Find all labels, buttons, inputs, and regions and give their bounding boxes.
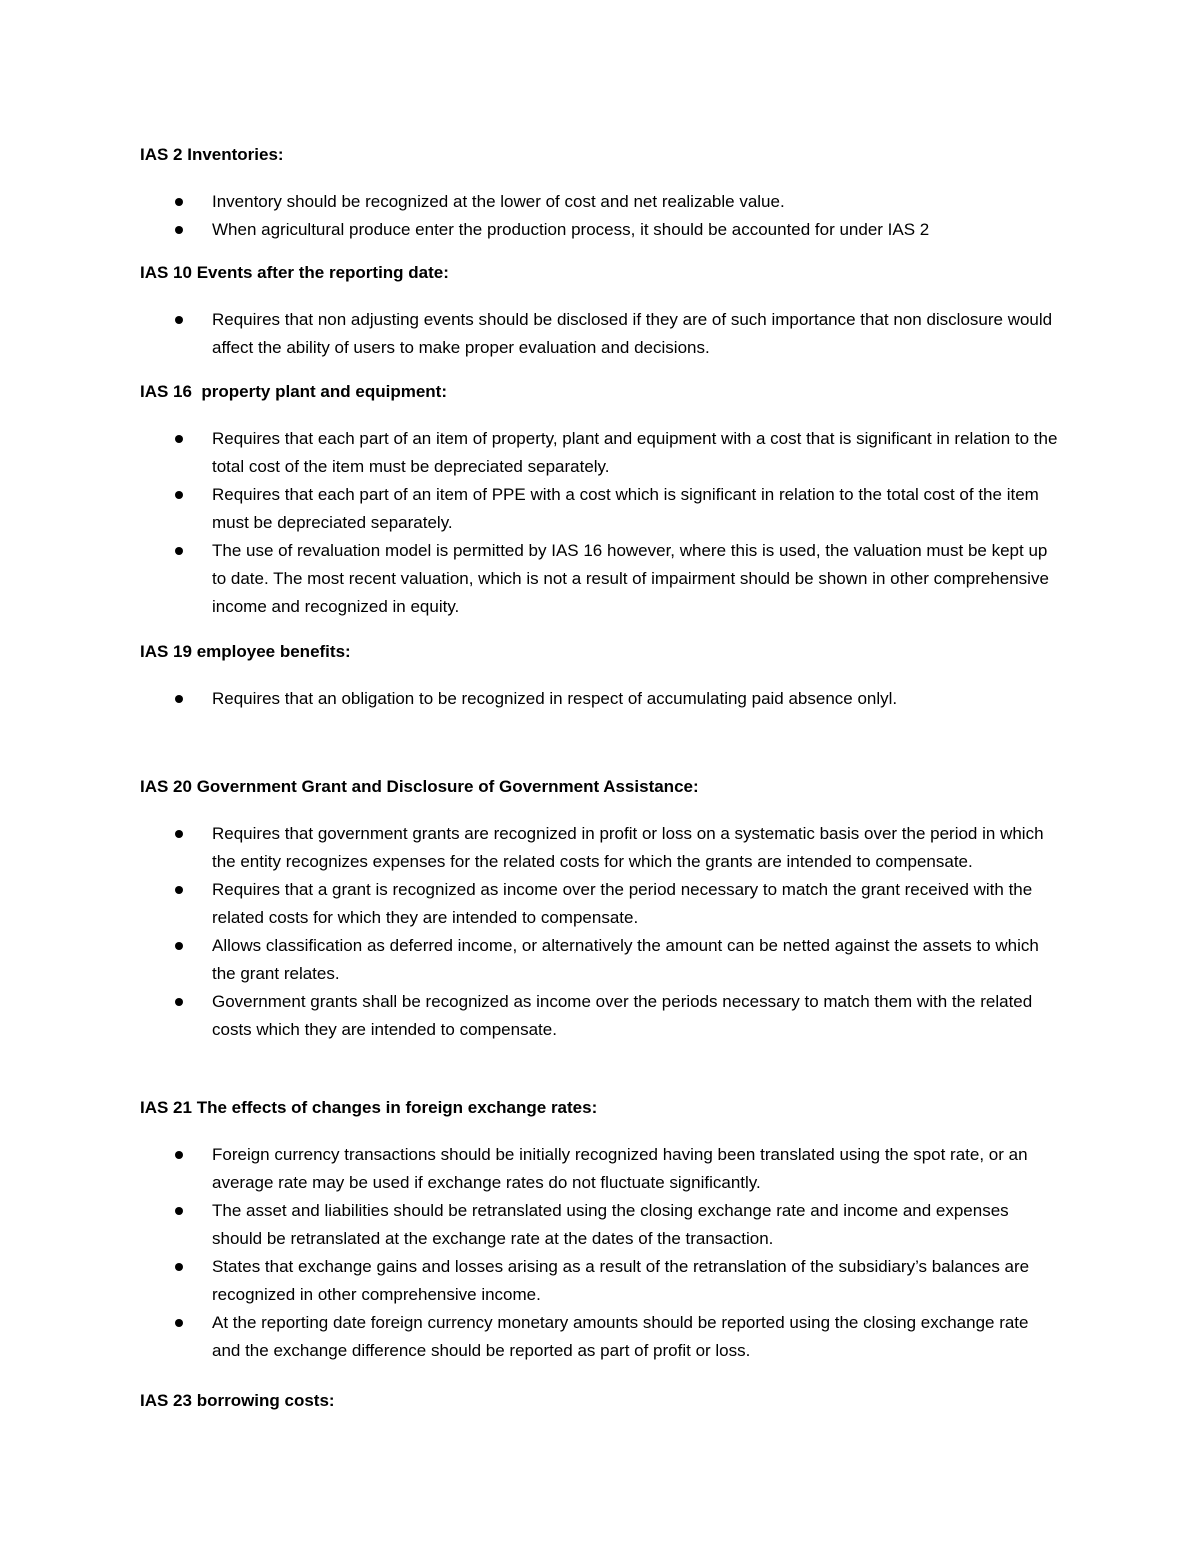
list-item bbox=[140, 820, 1060, 876]
bullet-list bbox=[140, 306, 1060, 362]
bullet-icon bbox=[175, 316, 183, 324]
section-heading: IAS 19 employee benefits: bbox=[140, 642, 351, 661]
list-item-text: Requires that an obligation to be recognized in respect of accumulating paid absence onlyl. bbox=[212, 689, 898, 708]
list-item bbox=[140, 306, 1060, 362]
list-item bbox=[140, 1253, 1060, 1309]
bullet-icon bbox=[175, 942, 183, 950]
section-heading: IAS 2 Inventories: bbox=[140, 145, 284, 164]
bullet-list bbox=[140, 1141, 1060, 1365]
bullet-icon bbox=[175, 830, 183, 838]
bullet-icon bbox=[175, 886, 183, 894]
bullet-icon bbox=[175, 198, 183, 206]
list-item-text: Requires that each part of an item of PPE with a cost which is significant in relation to the total cost of the item must be depreciated separately. bbox=[212, 485, 1039, 532]
list-item-text: Requires that government grants are recognized in profit or loss on a systematic basis over the period in which the entity recognizes expenses for the related costs for which the grants are intended to compensate. bbox=[212, 824, 1044, 871]
section-ias-10 bbox=[140, 261, 1060, 362]
list-item bbox=[140, 425, 1060, 481]
section-heading: IAS 20 Government Grant and Disclosure of Government Assistance: bbox=[140, 777, 699, 796]
list-item bbox=[140, 876, 1060, 932]
list-item-text: When agricultural produce enter the production process, it should be accounted for under IAS 2 bbox=[212, 220, 930, 239]
section-heading: IAS 21 The effects of changes in foreign exchange rates: bbox=[140, 1098, 598, 1117]
list-item-text: States that exchange gains and losses arising as a result of the retranslation of the subsidiary’s balances are recognized in other comprehensive income. bbox=[212, 1257, 1030, 1304]
list-item-text: The use of revaluation model is permitted by IAS 16 however, where this is used, the valuation must be kept up to date. The most recent valuation, which is not a result of impairment should be shown in other comprehensive income and recognized in equity. bbox=[212, 541, 1049, 616]
list-item-text: Requires that non adjusting events should be disclosed if they are of such importance that non disclosure would affect the ability of users to make proper evaluation and decisions. bbox=[212, 310, 1053, 357]
list-item bbox=[140, 1197, 1060, 1253]
bullet-icon bbox=[175, 226, 183, 234]
section-heading: IAS 16 property plant and equipment: bbox=[140, 382, 447, 401]
bullet-icon bbox=[175, 1207, 183, 1215]
list-item-text: Allows classification as deferred income, or alternatively the amount can be netted against the assets to which the grant relates. bbox=[212, 936, 1039, 983]
section-ias-2 bbox=[140, 143, 1060, 244]
list-item bbox=[140, 481, 1060, 537]
section-ias-16 bbox=[140, 380, 1060, 621]
list-item-text: Foreign currency transactions should be initially recognized having been translated using the spot rate, or an average rate may be used if exchange rates do not fluctuate significantly. bbox=[212, 1145, 1028, 1192]
bullet-list bbox=[140, 188, 1060, 244]
section-ias-23 bbox=[140, 1389, 1060, 1413]
bullet-icon bbox=[175, 547, 183, 555]
section-ias-20 bbox=[140, 775, 1060, 1044]
list-item bbox=[140, 1309, 1060, 1365]
list-item-text: At the reporting date foreign currency monetary amounts should be reported using the closing exchange rate and the exchange difference should be reported as part of profit or loss. bbox=[212, 1313, 1029, 1360]
list-item-text: The asset and liabilities should be retranslated using the closing exchange rate and income and expenses should be retranslated at the exchange rate at the dates of the transaction. bbox=[212, 1201, 1009, 1248]
bullet-list bbox=[140, 820, 1060, 1044]
bullet-list bbox=[140, 425, 1060, 621]
list-item bbox=[140, 1141, 1060, 1197]
section-heading: IAS 23 borrowing costs: bbox=[140, 1391, 335, 1410]
section-ias-21 bbox=[140, 1096, 1060, 1365]
list-item bbox=[140, 188, 1060, 216]
list-item bbox=[140, 685, 1060, 713]
list-item-text: Inventory should be recognized at the lower of cost and net realizable value. bbox=[212, 192, 785, 211]
list-item bbox=[140, 216, 1060, 244]
list-item bbox=[140, 537, 1060, 621]
list-item-text: Requires that each part of an item of property, plant and equipment with a cost that is significant in relation to the total cost of the item must be depreciated separately. bbox=[212, 429, 1058, 476]
section-ias-19 bbox=[140, 640, 1060, 713]
bullet-icon bbox=[175, 998, 183, 1006]
list-item-text: Government grants shall be recognized as income over the periods necessary to match them with the related costs which they are intended to compensate. bbox=[212, 992, 1033, 1039]
bullet-icon bbox=[175, 1151, 183, 1159]
list-item bbox=[140, 932, 1060, 988]
list-item-text: Requires that a grant is recognized as income over the period necessary to match the grant received with the related costs for which they are intended to compensate. bbox=[212, 880, 1033, 927]
section-heading: IAS 10 Events after the reporting date: bbox=[140, 263, 449, 282]
bullet-icon bbox=[175, 1263, 183, 1271]
list-item bbox=[140, 988, 1060, 1044]
bullet-list bbox=[140, 685, 1060, 713]
bullet-icon bbox=[175, 1319, 183, 1327]
bullet-icon bbox=[175, 435, 183, 443]
bullet-icon bbox=[175, 491, 183, 499]
bullet-icon bbox=[175, 695, 183, 703]
